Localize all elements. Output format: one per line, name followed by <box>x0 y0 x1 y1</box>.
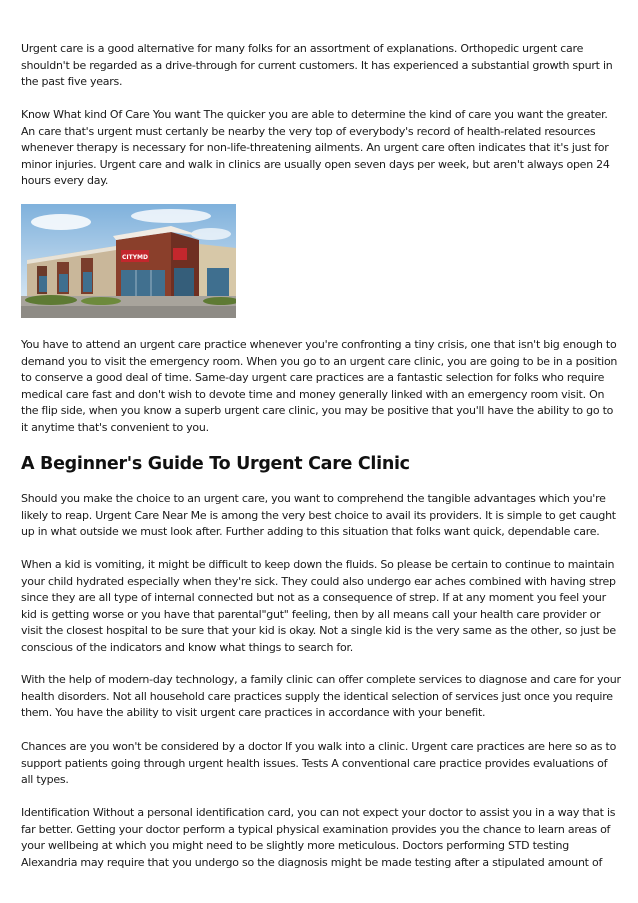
paragraph-intro: Urgent care is a good alternative for many folks for an assortment of explanations. Orthopedic urgent care shouldn't be regarded as a drive-through for current customers. It has experienced a substantial growth spurt in the past five years. <box>21 42 613 88</box>
paragraph-know-what-kind: Know What kind Of Care You want The quicker you are able to determine the kind of care you want the greater. An care that's urgent must certanly be nearby the very top of everybody's record of health-related resources whenever therapy is necessary for non-life-threatening ailments. An urgent care often indicates that it's just for minor injuries. Urgent care and walk in clinics are usually open seven days per week, but aren't always open 24 hours every day. <box>21 108 610 187</box>
paragraph-identification: Identification Without a personal identification card, you can not expect your doctor to assist you in a way that is far better. Getting your doctor perform a typical physical examination provides you the chance to learn areas of your wellbeing at which you might need to be slightly more meticulous. Doctors performing STD testing Alexandria may require that you undergo so the diagnosis might be made testing after a stipulated amount of <box>21 806 616 869</box>
paragraph-attend-urgent-care: You have to attend an urgent care practice whenever you're confronting a tiny crisis, one that isn't big enough to demand you to visit the emergency room. When you go to an urgent care clinic, you are going to be in a position to conserve a good deal of time. Same-day urgent care practices are a fantastic selection for folks who require medical care fast and don't wish to devote time and money generally linked with an emergency room visit. On the flip side, when you know a superb urgent care clinic, you may be positive that you'll have the ability to go to it anytime that's convenient to you. <box>21 338 618 434</box>
clinic-sign-text: CITYMD <box>121 254 149 261</box>
section-heading: A Beginner's Guide To Urgent Care Clinic <box>21 454 410 474</box>
paragraph-chances: Chances are you won't be considered by a doctor If you walk into a clinic. Urgent care practices are here so as to support patients going through urgent health issues. Tests A conventional care practice provides evaluations of all types. <box>21 740 617 786</box>
paragraph-kid-vomiting: When a kid is vomiting, it might be difficult to keep down the fluids. So please be certain to continue to maintain your child hydrated especially when they're sick. They could also undergo ear aches combined with having strep since they are all type of internal connected but not as a consequence of strep. If at any moment you feel your kid is getting worse or you have that parental"gut" feeling, then by all means call your health care provider or visit the closest hospital to be sure that your kid is okay. Not a single kid is the very same as the other, so just be conscious of the indicators and know what things to search for. <box>21 558 616 654</box>
clinic-building-photo <box>21 204 236 318</box>
paragraph-make-choice: Should you make the choice to an urgent care, you want to comprehend the tangible advantages which you're likely to reap. Urgent Care Near Me is among the very best choice to avail its providers. It is simple to get caught up in what outside we must look after. Further adding to this situation that folks want quick, dependable care. <box>21 492 616 538</box>
paragraph-modern-technology: With the help of modern-day technology, a family clinic can offer complete services to diagnose and care for your health disorders. Not all household care practices supply the identical selection of services just once you require them. You have the ability to visit urgent care practices in accordance with your benefit. <box>21 673 621 719</box>
